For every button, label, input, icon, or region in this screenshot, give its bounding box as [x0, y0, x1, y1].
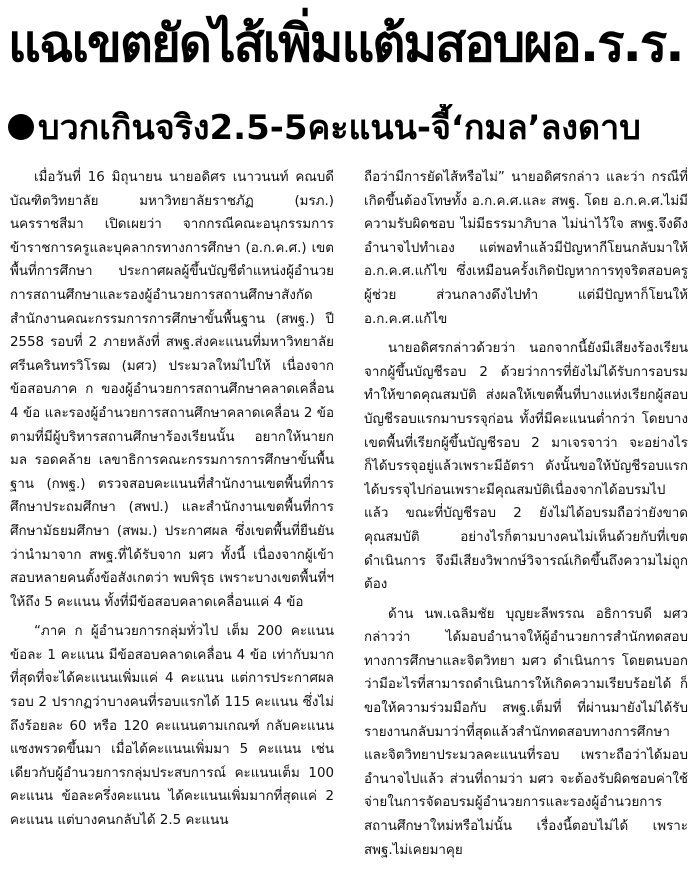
- bullet-icon: [8, 114, 34, 140]
- left-column: [10, 166, 334, 886]
- subheadline-row: [8, 104, 692, 152]
- right-column: [364, 166, 688, 886]
- left-paragraph-1: เมื่อวันที่ 16 มิถุนายน นายอดิศร เนาวนนท์ คณบดีบัณฑิตวิทยาลัย มหาวิทยาลัยราชภัฏ (มรภ.) นครราชสีมา เปิดเผยว่า จากกรณีคณะอนุกรรมการข้าราชการครูและบุคลากรทางการศึกษา (อ.ก.ค.ศ.) เขตพื้นที่การศึกษา ประกาศผลผู้ขึ้นบัญชีตำแหน่งผู้อำนวยการสถานศึกษาและรองผู้อำนวยการสถานศึกษาสังกัดสำนักงานคณะกรรมการการศึกษาขั้นพื้นฐาน (สพฐ.) ปี 2558 รอบที่ 2 ภายหลังที่ สพฐ.ส่งคะแนนที่มหาวิทยาลัยศรีนครินทรวิโรฒ (มศว) ประมวลใหม่ไปให้ เนื่องจากข้อสอบภาค ก ของผู้อำนวยการสถานศึกษาคลาดเคลื่อน 4 ข้อ และรองผู้อำนวยการสถานศึกษาคลาดเคลื่อน 2 ข้อ ตามที่มีผู้บริหารสถานศึกษาร้องเรียนนั้น อยากให้นายกมล รอดคล้าย เลขาธิการคณะกรรมการการศึกษาขั้นพื้นฐาน (กพฐ.) ตรวจสอบคะแนนที่สำนักงานเขตพื้นที่การศึกษาประถมศึกษา (สพป.) และสำนักงานเขตพื้นที่การศึกษามัธยมศึกษา (สพม.) ประกาศผล ซึ่งเขตพื้นที่ยืนยันว่านำมาจาก สพฐ.ที่ได้รับจาก มศว ทั้งนี้ เนื่องจากผู้เข้าสอบหลายคนตั้งข้อสังเกตว่า พบพิรุธ เพราะบางเขตพื้นที่ฯให้ถึง 5 คะแนน ทั้งที่มีข้อสอบคลาดเคลื่อนแค่ 4 ข้อ: [10, 170, 334, 610]
- headline: แฉเขตยัดไส้เพิ่มแต้มสอบผอ.ร.ร.: [8, 15, 683, 74]
- right-paragraph-2: นายอดิศรกล่าวด้วยว่า นอกจากนี้ยังมีเสียงร้องเรียนจากผู้ขึ้นบัญชีรอบ 2 ด้วยว่าการที่ยังไม่ได้รับการอบรม ทำให้ขาดคุณสมบัติ ส่งผลให้เขตพื้นที่บางแห่งเรียกผู้สอบบัญชีรอบแรกมาบรรจุก่อน ทั้งที่มีคะแนนต่ำกว่า โดยบางเขตพื้นที่เรียกผู้ขึ้นบัญชีรอบ 2 มาเจรจาว่า จะอย่างไรก็ได้บรรจุอยู่แล้วเพราะมีอัตรา ดังนั้นขอให้บัญชีรอบแรกได้บรรจุไปก่อนเพราะมีคุณสมบัติเนื่องจากได้อบรมไปแล้ว ขณะที่บัญชีรอบ 2 ยังไม่ได้อบรมถือว่ายังขาดคุณสมบัติ อย่างไรก็ตามบางคนไม่เห็นด้วยกับที่เขตดำเนินการ จึงมีเสียงวิพากษ์วิจารณ์เกิดขึ้นถึงความไม่ถูกต้อง: [364, 341, 688, 593]
- subheadline: บวกเกินจริง2.5-5คะแนน-จี้‘กมล’ลงดาบ: [38, 108, 641, 148]
- left-paragraph-2: “ภาค ก ผู้อำนวยการกลุ่มทั่วไป เต็ม 200 คะแนน ข้อละ 1 คะแนน มีข้อสอบคลาดเคลื่อน 4 ข้อ เท่ากับมากที่สุดที่จะได้คะแนนเพิ่มแค่ 4 คะแนน แต่การประกาศผลรอบ 2 ปรากฏว่าบางคนที่รอบแรกได้ 115 คะแนน ซึ่งไม่ถึงร้อยละ 60 หรือ 120 คะแนนตามเกณฑ์ กลับคะแนนแซงพรวดขึ้นมา เมื่อได้คะแนนเพิ่มมา 5 คะแนน เช่นเดียวกับผู้อำนวยการกลุ่มประสบการณ์ คะแนนเต็ม 100 คะแนน ข้อละครึ่งคะแนน ได้คะแนนเพิ่มมากที่สุดแค่ 2 คะแนน แต่บางคนกลับได้ 2.5 คะแนน: [10, 624, 334, 829]
- right-paragraph-1: ถือว่ามีการยัดไส้หรือไม่” นายอดิศรกล่าว และว่า กรณีที่เกิดขึ้นต้องโทษทั้ง อ.ก.ค.ศ.และ สพฐ. โดย อ.ก.ค.ศ.ไม่มีความรับผิดชอบ ไม่มีธรรมาภิบาล ไม่น่าไว้ใจ สพฐ.จึงดึงอำนาจไปทำเอง แต่พอทำแล้วมีปัญหากีโยนกลับมาให้ อ.ก.ค.ศ.แก้ไข ซึ่งเหมือนครั้งเกิดปัญหาการทุจริตสอบครูผู้ช่วย ส่วนกลางดึงไปทำ แต่มีปัญหาก็โยนให้ อ.ก.ค.ศ.แก้ไข: [364, 170, 688, 327]
- right-paragraph-3: ด้าน นพ.เฉลิมชัย บุญยะลีพรรณ อธิการบดี มศว กล่าวว่า ได้มอบอำนาจให้ผู้อำนวยการสำนักทดสอบทางการศึกษาและจิตวิทยา มศว ดำเนินการ โดยตนบอกว่ามีอะไรที่สามารถดำเนินการให้เกิดความเรียบร้อยได้ ก็ขอให้ความร่วมมือกับ สพฐ.เต็มที่ ที่ผ่านมายังไม่ได้รับรายงานกลับมาว่าที่สุดแล้วสำนักทดสอบทางการศึกษาและจิตวิทยาประมวลคะแนนที่รอบ เพราะถือว่าได้มอบอำนาจไปแล้ว ส่วนที่ถามว่า มศว จะต้องรับผิดชอบค่าใช้จ่ายในการจัดอบรมผู้อำนวยการและรองผู้อำนวยการสถานศึกษาใหม่หรือไม่นั้น เรื่องนี้ตอบไม่ได้ เพราะ สพฐ.ไม่เคยมาคุย: [364, 606, 688, 858]
